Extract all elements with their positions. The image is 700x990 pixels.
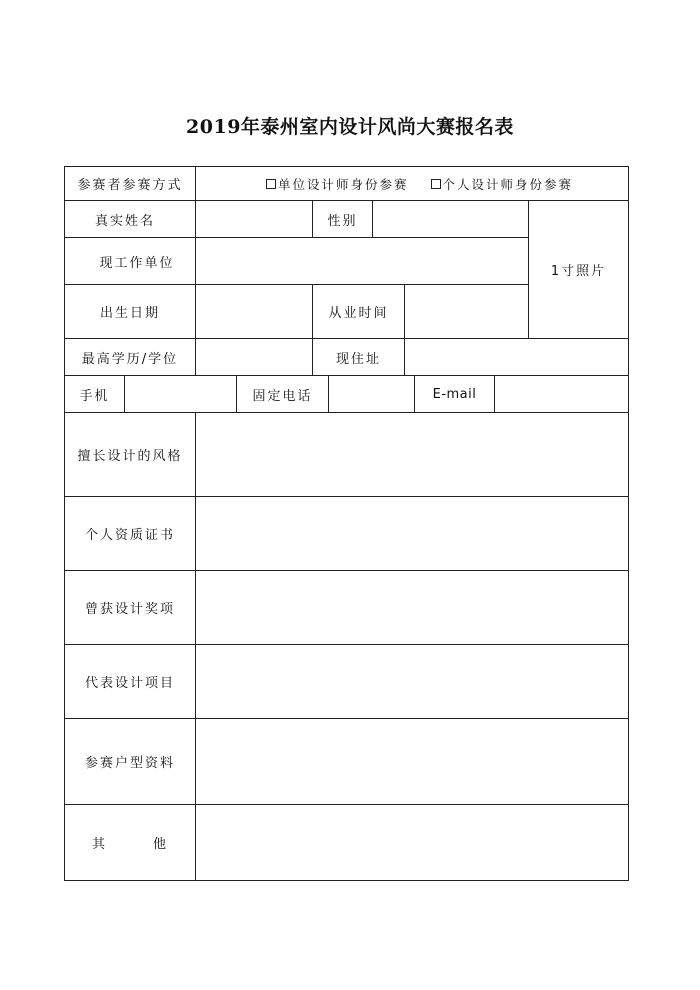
- mobile-field[interactable]: [125, 376, 236, 412]
- awards-field[interactable]: [196, 571, 628, 644]
- design-style-field[interactable]: [196, 413, 628, 496]
- other-field[interactable]: [196, 805, 628, 880]
- gender-field[interactable]: [373, 201, 528, 237]
- design-style-label: 擅长设计的风格: [77, 449, 183, 464]
- awards-label: 曾获设计奖项: [84, 602, 175, 617]
- landline-field[interactable]: [329, 376, 414, 412]
- gender-label: 性别: [327, 213, 358, 229]
- option-unit-designer[interactable]: [266, 175, 409, 193]
- other-label: [65, 805, 195, 880]
- participation-options: [266, 167, 573, 200]
- projects-field[interactable]: [196, 645, 628, 718]
- projects-label: 代表设计项目: [84, 676, 175, 691]
- checkbox-icon[interactable]: [431, 179, 441, 189]
- other-label-part1: 其: [91, 837, 107, 852]
- mobile-label: 手机: [79, 388, 110, 404]
- education-field[interactable]: [196, 339, 312, 375]
- address-label: 现住址: [335, 351, 381, 367]
- birth-date-field[interactable]: [196, 285, 312, 338]
- option-unit-designer-label: 单位设计师身份参赛: [278, 176, 409, 192]
- address-field[interactable]: [405, 339, 628, 375]
- name-field[interactable]: [196, 201, 312, 237]
- email-label: E-mail: [432, 386, 477, 402]
- work-unit-label: 现工作单位: [99, 255, 175, 271]
- page-title: 2019年泰州室内设计风尚大赛报名表: [186, 116, 514, 138]
- landline-label: 固定电话: [252, 388, 313, 404]
- option-individual-designer-label: 个人设计师身份参赛: [442, 176, 574, 192]
- years-in-profession-label: 从业时间: [328, 306, 389, 321]
- name-label: 真实姓名: [95, 213, 156, 229]
- table-border-right: [628, 166, 629, 881]
- email-field[interactable]: [495, 376, 628, 412]
- work-unit-field[interactable]: [196, 238, 528, 284]
- checkbox-icon[interactable]: [266, 179, 276, 189]
- education-label: 最高学历/学位: [81, 351, 179, 367]
- table-border-bottom: [64, 880, 629, 881]
- option-individual-designer[interactable]: [431, 175, 574, 193]
- birth-date-label: 出生日期: [99, 306, 160, 321]
- floor-plan-label: 参赛户型资料: [84, 756, 175, 771]
- certificates-label: 个人资质证书: [84, 528, 175, 543]
- participation-label: 参赛者参赛方式: [77, 178, 183, 193]
- photo-area[interactable]: 1寸照片: [550, 264, 607, 279]
- floor-plan-field[interactable]: [196, 719, 628, 804]
- certificates-field[interactable]: [196, 497, 628, 570]
- years-in-profession-field[interactable]: [405, 285, 528, 338]
- other-label-part2: 他: [153, 837, 169, 852]
